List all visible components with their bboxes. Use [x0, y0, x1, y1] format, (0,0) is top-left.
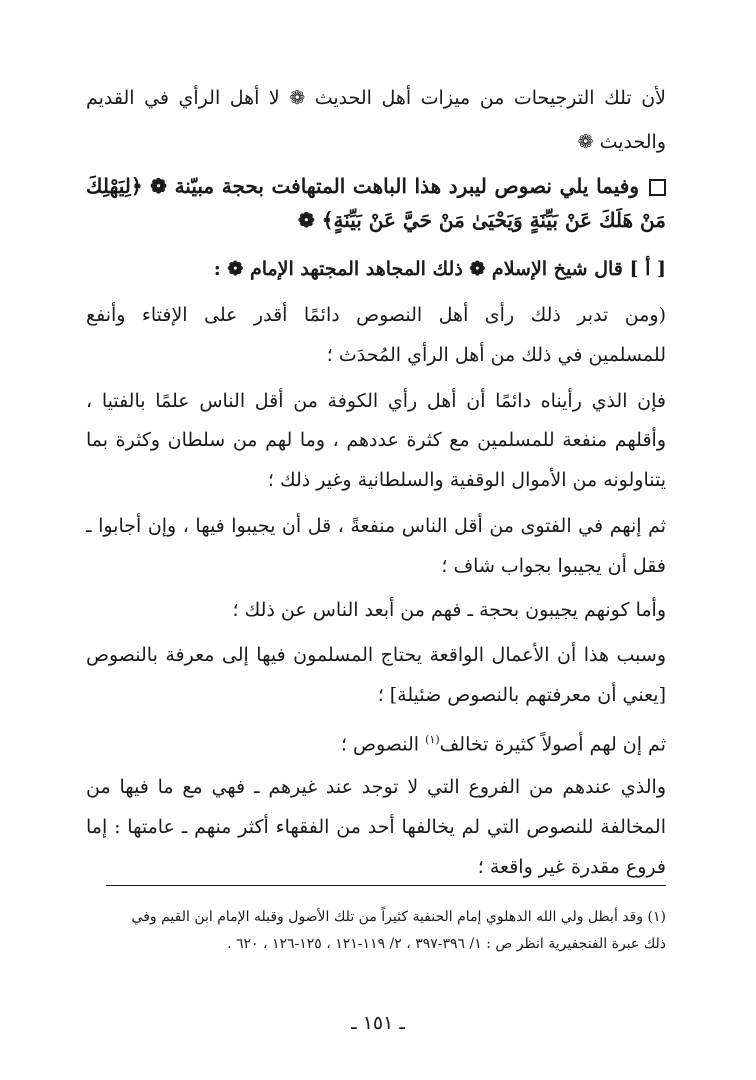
text-line: فإن الذي رأيناه دائمًا أن أهل رأي الكوفة من أقل الناس علمًا بالفتيا ،: [86, 390, 666, 412]
text-line: المخالفة للنصوص التي لم يخالفها أحد من الفقهاء أكثر منهم ـ عامتها : إما: [86, 816, 666, 838]
text-line: يتناولونه من الأموال الوقفية والسلطانية وغير ذلك ؛: [267, 469, 666, 491]
quran-line: [86, 171, 666, 201]
text-line: فقل أن يجيبوا بجواب شاف ؛: [441, 555, 666, 577]
footnote-line: ذلك عبرة الفنجفيرية انظر ص : ١/ ٣٩٦-٣٩٧ ، ٢/ ١١٩-١٢١ ، ١٢٥-١٢٦ ، ٦٢٠ .: [227, 936, 666, 952]
quran-line: مَنْ هَلَكَ عَنْ بَيِّنَةٍ وَيَحْيَىٰ مَنْ حَيَّ عَنْ بَيِّنَةٍ﴾ ❁: [298, 208, 666, 232]
text-line: فروع مقدرة غير واقعة ؛: [477, 856, 666, 878]
text-line: (ومن تدبر ذلك رأى أهل النصوص دائمًا أقدر على الإفتاء وأنفع: [86, 304, 667, 326]
text-line: لأن تلك الترجيحات من ميزات أهل الحديث ❁ لا أهل الرأي في القديم: [86, 87, 666, 109]
text-line: والحديث ❁: [577, 131, 666, 153]
footnote-line: (١) وقد أبطل ولي الله الدهلوي إمام الحنفية كثيراً من تلك الأصول وقبله الإمام ابن القيم وفي: [131, 909, 666, 925]
text-span: وفيما يلي نصوص ليبرد هذا الباهت المتهافت بحجة مبيّنة ❁ ﴿لِيَهْلِكَ: [86, 174, 639, 198]
footnote-marker: (١): [425, 733, 440, 746]
text-span: ثم إن لهم أصولاً كثيرة تخالف: [439, 733, 666, 756]
text-line: للمسلمين في ذلك من أهل الرأي المُحدَث ؛: [326, 344, 666, 366]
section-heading: [ أ ] قال شيخ الإسلام ❁ ذلك المجاهد المجتهد الإمام ❁ :: [213, 258, 666, 280]
text-line: وأما كونهم يجيبون بحجة ـ فهم من أبعد الناس عن ذلك ؛: [232, 599, 666, 621]
text-line: [يعني أن معرفتهم بالنصوص ضئيلة] ؛: [377, 684, 666, 706]
text-line: ثم إنهم في الفتوى من أقل الناس منفعةً ، قل أن يجيبوا فيها ، وإن أجابوا ـ: [86, 515, 666, 537]
footnote-divider: [106, 885, 666, 886]
text-line: والذي عندهم من الفروع التي لا توجد عند غيرهم ـ فهي مع ما فيها من: [86, 776, 666, 798]
square-bullet-icon: [649, 179, 666, 196]
text-span: النصوص ؛: [340, 733, 420, 756]
page-number: ـ ١٥١ ـ: [351, 1012, 405, 1034]
text-line: وسبب هذا أن الأعمال الواقعة يحتاج المسلمون فيها إلى معرفة بالنصوص: [86, 644, 666, 666]
text-line: [341, 725, 666, 759]
text-line: وأقلهم منفعة للمسلمين مع كثرة عددهم ، وما لهم من سلطان وكثرة بما: [86, 429, 666, 451]
